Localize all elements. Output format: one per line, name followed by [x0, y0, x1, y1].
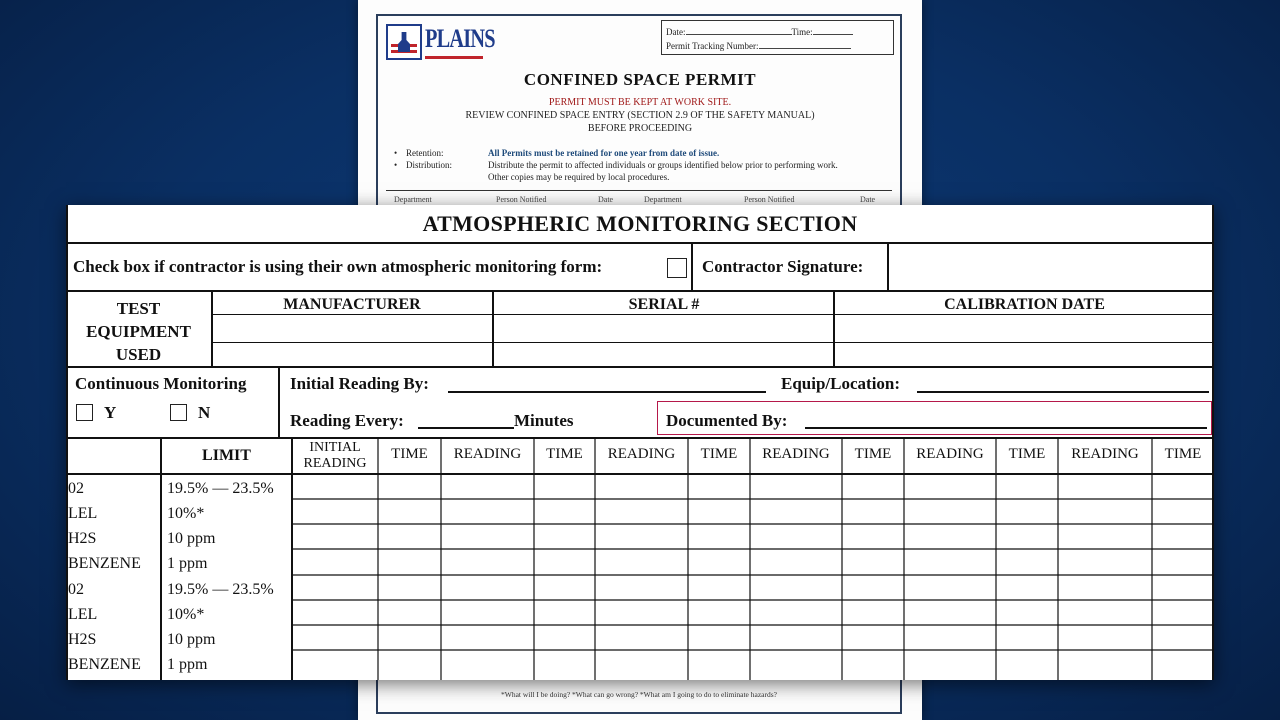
time-column-header: TIME: [854, 446, 892, 462]
reading-column-header: READING: [1071, 446, 1139, 462]
distribution-label: Distribution:: [406, 160, 453, 170]
time-column-header: TIME: [546, 446, 583, 462]
gas-limit: 10%*: [167, 505, 205, 522]
time-column-header: TIME: [1164, 446, 1202, 462]
other-copies-text: Other copies may be required by local procedures.: [488, 172, 670, 182]
equip-location-label: Equip/Location:: [781, 374, 901, 393]
reading-column-header: READING: [453, 446, 522, 462]
plains-logo-icon: [386, 24, 422, 60]
initial-reading-header: READING: [303, 456, 367, 471]
section-title: ATMOSPHERIC MONITORING SECTION: [422, 211, 858, 236]
minutes-label: Minutes: [514, 411, 574, 430]
permit-title: CONFINED SPACE PERMIT: [523, 70, 757, 89]
before-proceeding-notice: BEFORE PROCEEDING: [587, 123, 693, 134]
contractor-form-check-label: Check box if contractor is using their own atmospheric monitoring form:: [73, 257, 603, 276]
reading-column-header: READING: [762, 446, 830, 462]
retention-text: All Permits must be retained for one year from date of issue.: [488, 148, 720, 158]
dept-col: Date: [860, 195, 876, 204]
gas-limit: 10%*: [167, 606, 205, 623]
manufacturer-header: MANUFACTURER: [283, 296, 421, 313]
gas-name: BENZENE: [68, 656, 141, 673]
contractor-signature-label: Contractor Signature:: [702, 257, 864, 276]
atmospheric-monitoring-form: [66, 205, 1214, 680]
gas-limit: 10 ppm: [167, 631, 216, 648]
gas-limit: 10 ppm: [167, 530, 216, 547]
reading-grid-lines: [66, 205, 1214, 680]
initial-reading-by-label: Initial Reading By:: [290, 374, 429, 393]
no-label: N: [198, 403, 211, 422]
reading-column-header: READING: [607, 446, 676, 462]
bullet-icon: •: [394, 160, 398, 170]
logo-text: PLAINS: [425, 24, 495, 53]
gas-limit: 19.5% — 23.5%: [167, 581, 274, 598]
dept-col: Person Notified: [496, 195, 547, 204]
calibration-date-header: CALIBRATION DATE: [944, 296, 1105, 313]
gas-name: 02: [68, 480, 84, 497]
department-header-row: [386, 190, 892, 203]
permit-footer-questions: *What will I be doing? *What can go wrong? *What am I going to do to eliminate hazards?: [501, 690, 777, 699]
gas-name: 02: [68, 581, 84, 598]
gas-name: LEL: [68, 505, 98, 522]
limit-header: LIMIT: [202, 447, 251, 464]
reading-every-label: Reading Every:: [290, 411, 404, 430]
time-column-header: TIME: [1008, 446, 1046, 462]
documented-by-label: Documented By:: [666, 411, 788, 430]
yes-label: Y: [104, 403, 117, 422]
dept-col: Person Notified: [744, 195, 795, 204]
gas-limit: 1 ppm: [167, 656, 208, 673]
distribution-text: Distribute the permit to affected individuals or groups identified below prior to performing work.: [488, 160, 838, 170]
review-notice: REVIEW CONFINED SPACE ENTRY (SECTION 2.9 OF THE SAFETY MANUAL): [465, 110, 815, 121]
time-column-header: TIME: [391, 446, 428, 462]
permit-keep-notice: PERMIT MUST BE KEPT AT WORK SITE.: [548, 97, 732, 108]
reading-column-header: READING: [916, 446, 984, 462]
initial-reading-header: INITIAL: [309, 440, 361, 455]
date-time-box: [661, 20, 894, 55]
time-column-header: TIME: [700, 446, 738, 462]
dept-col: Department: [394, 195, 432, 204]
time-label: Time:: [791, 27, 813, 37]
dept-col: Department: [644, 195, 682, 204]
serial-header: SERIAL #: [628, 296, 700, 313]
test-equipment-label: TEST EQUIPMENT USED: [86, 299, 191, 364]
gas-limit: 1 ppm: [167, 555, 208, 572]
permit-tracking-label: Permit Tracking Number:: [666, 41, 759, 51]
retention-label: Retention:: [406, 148, 444, 158]
continuous-monitoring-label: Continuous Monitoring: [75, 374, 247, 393]
date-label: Date:: [666, 27, 686, 37]
gas-limit: 19.5% — 23.5%: [167, 480, 274, 497]
gas-name: LEL: [68, 606, 98, 623]
plains-logo: [386, 24, 495, 62]
bullet-icon: •: [394, 148, 398, 158]
dept-col: Date: [598, 195, 614, 204]
gas-name: H2S: [68, 530, 97, 547]
gas-name: H2S: [68, 631, 97, 648]
gas-name: BENZENE: [68, 555, 141, 572]
